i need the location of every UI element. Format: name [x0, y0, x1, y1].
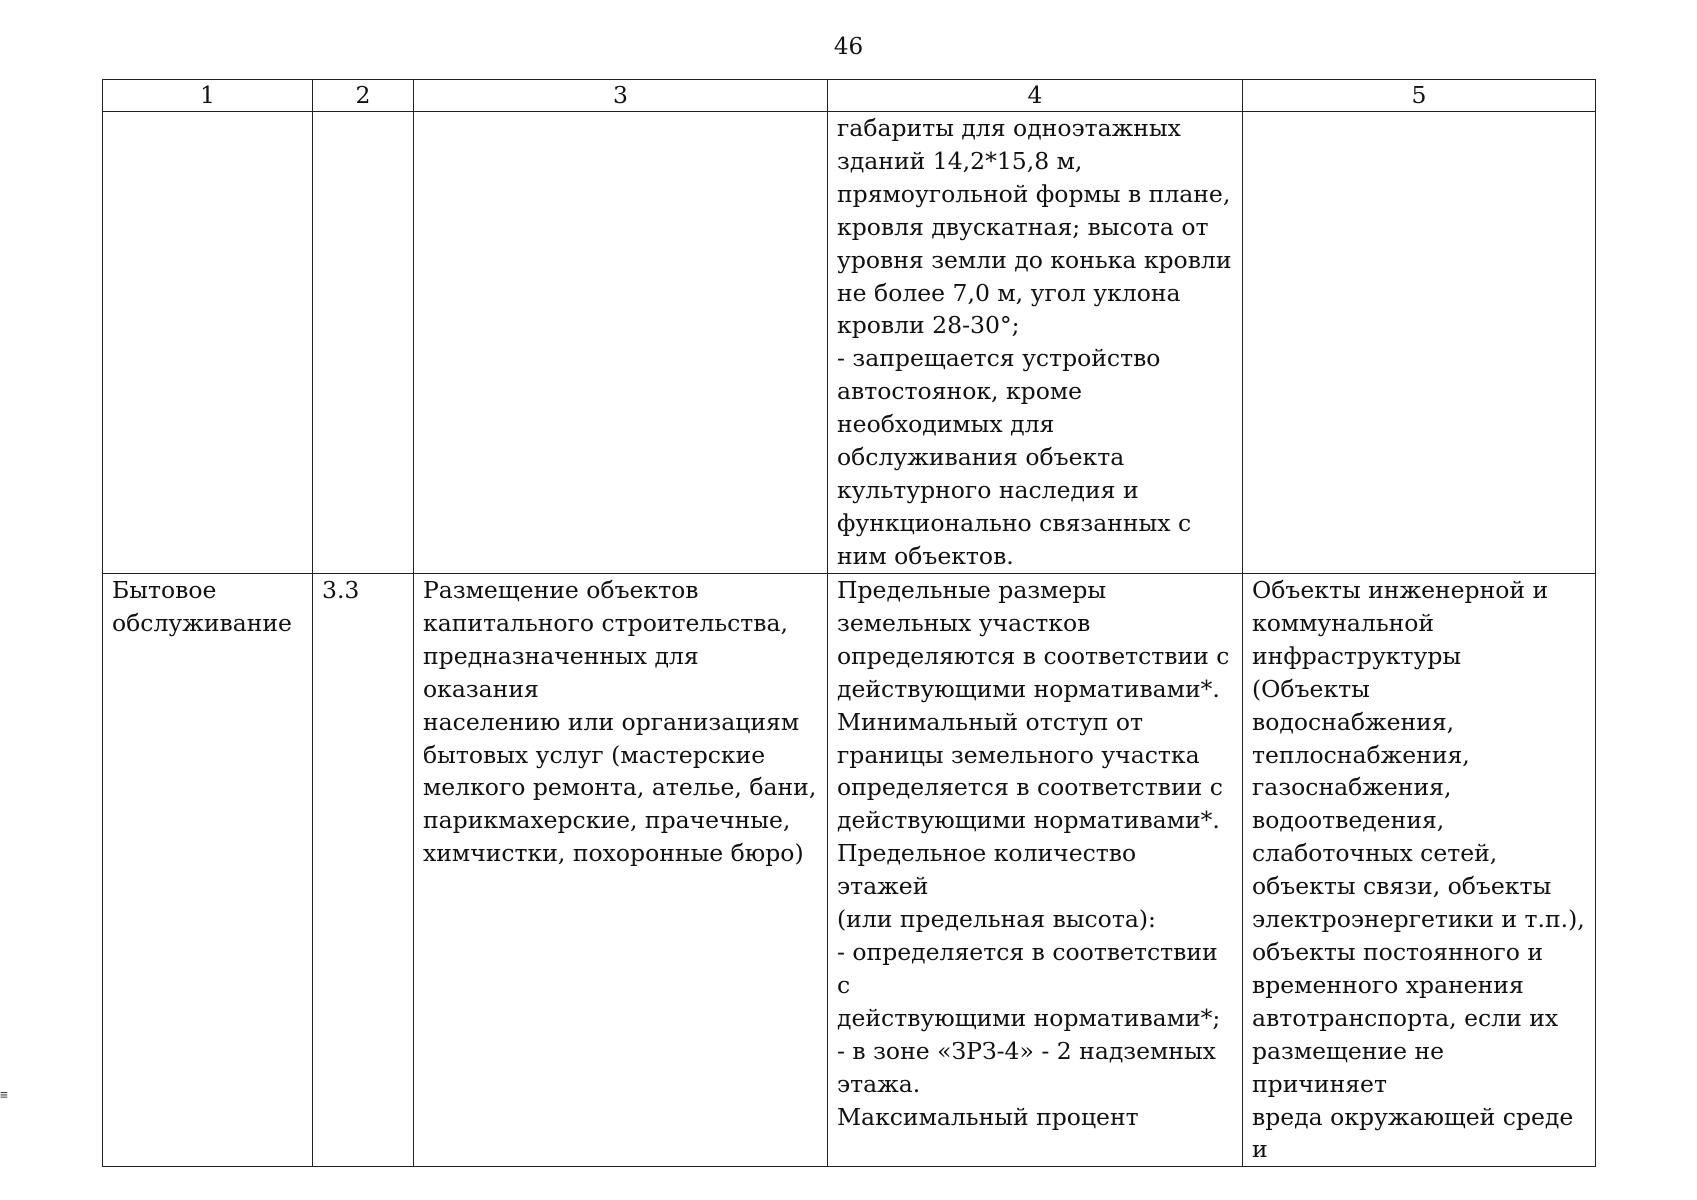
column-header-5: 5 [1243, 80, 1596, 112]
table-row [103, 574, 1596, 1167]
cell-auxiliary-uses: Объекты инженерной и коммунальной инфраструктуры (Объекты водоснабжения, теплоснабжения, газоснабжения, водоотведения, слаботочных сетей, объекты связи, объекты электроэнергетики и т.п.), объекты постоянного и временного хранения автотранспорта, если их размещение не причиняет вреда окружающей среде и [1243, 574, 1596, 1167]
column-header-1: 1 [103, 80, 313, 112]
cell-use-type [103, 112, 313, 574]
cell-code [313, 112, 414, 574]
cell-code: 3.3 [313, 574, 414, 1167]
table-row [103, 112, 1596, 574]
cell-description [414, 112, 828, 574]
cell-parameters: габариты для одноэтажных зданий 14,2*15,8 м, прямоугольной формы в плане, кровля двускатная; высота от уровня земли до конька кровли не более 7,0 м, угол уклона кровли 28-30°; - запрещается устройство автостоянок, кроме необходимых для обслуживания объекта культурного наследия и функционально связанных с ним объектов. [828, 112, 1243, 574]
cell-use-type: Бытовое обслуживание [103, 574, 313, 1167]
cell-auxiliary-uses [1243, 112, 1596, 574]
cell-description: Размещение объектов капитального строительства, предназначенных для оказания населению или организациям бытовых услуг (мастерские мелкого ремонта, ателье, бани, парикмахерские, прачечные, химчистки, похоронные бюро) [414, 574, 828, 1167]
table-header-row [103, 80, 1596, 112]
page-number: 46 [833, 34, 864, 60]
regulations-table [102, 79, 1596, 1167]
cell-parameters: Предельные размеры земельных участков определяются в соответствии с действующими нормативами*. Минимальный отступ от границы земельного участка определяется в соответствии с действующими нормативами*. Предельное количество этажей (или предельная высота): - определяется в соответствии с действующими нормативами*; - в зоне «ЗРЗ-4» - 2 надземных этажа. Максимальный процент [828, 574, 1243, 1167]
scan-edge-mark: ≡ [0, 1088, 8, 1103]
column-header-2: 2 [313, 80, 414, 112]
column-header-3: 3 [414, 80, 828, 112]
column-header-4: 4 [828, 80, 1243, 112]
